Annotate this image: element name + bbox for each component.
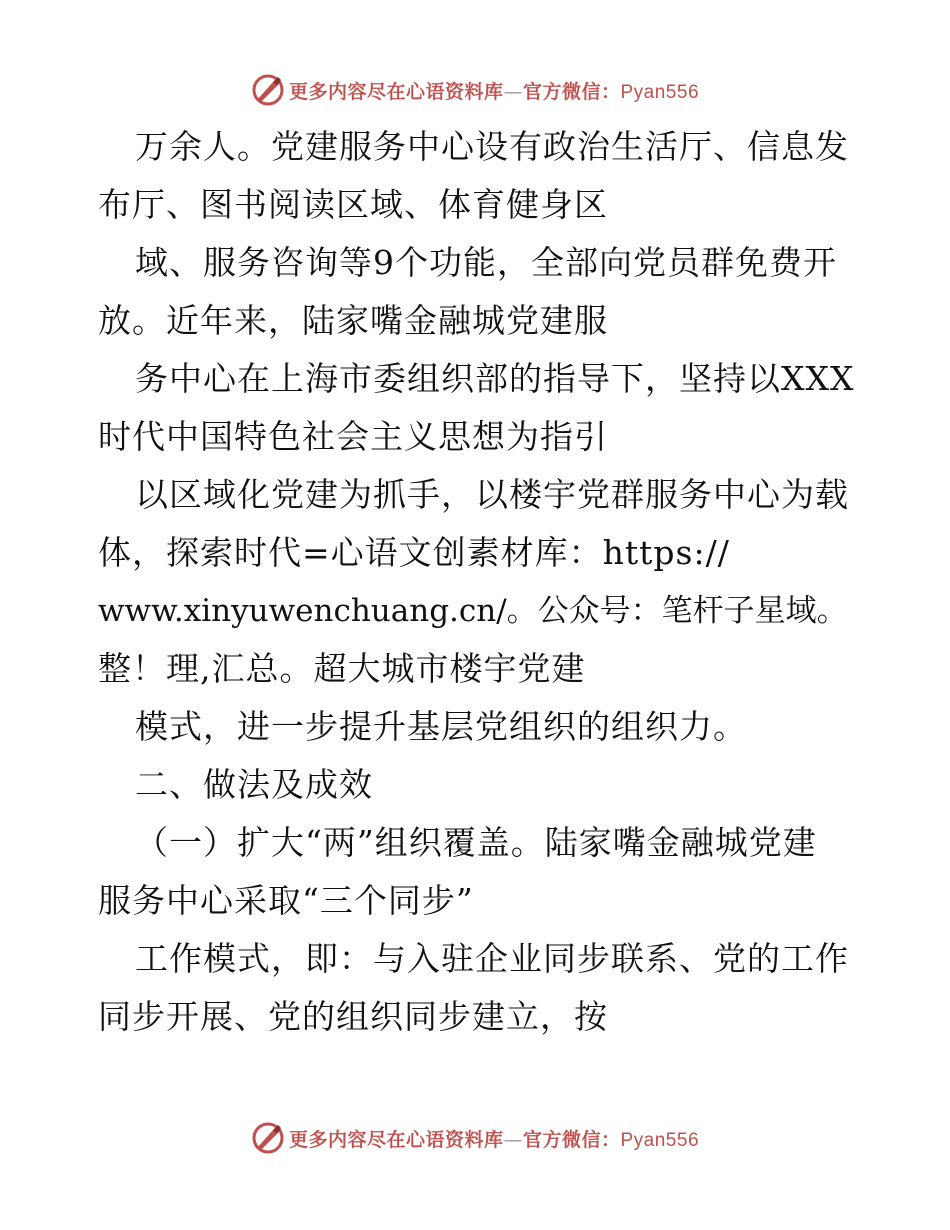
text-line: 放。近年来，陆家嘴金融城党建服 xyxy=(98,301,608,340)
watermark-main: 更多内容尽在心语资料库 xyxy=(288,1128,504,1151)
text-line: 服务中心采取“三个同步” xyxy=(98,881,474,920)
watermark-id: Pyan556 xyxy=(620,1129,700,1151)
text-line: 同步开展、党的组织同步建立，按 xyxy=(98,997,608,1036)
header-watermark xyxy=(0,70,950,110)
document-body xyxy=(98,118,868,1046)
text-line: （一）扩大“两”组织覆盖。陆家嘴金融城党建 xyxy=(135,823,817,862)
text-line: 时代中国特色社会主义思想为指引 xyxy=(98,417,608,456)
pen-logo-icon xyxy=(251,73,285,107)
watermark-id: Pyan556 xyxy=(620,81,700,103)
section-heading: 二、做法及成效 xyxy=(135,765,373,804)
watermark-text xyxy=(289,1125,699,1152)
text-line: 体，探索时代=心语文创素材库：https:// xyxy=(98,533,730,572)
text-line: 布厅、图书阅读区域、体育健身区 xyxy=(98,185,608,224)
watermark-wechat: 官方微信： xyxy=(522,1128,621,1151)
watermark-sep: — xyxy=(503,80,523,103)
text-line: 以区域化党建为抓手，以楼宇党群服务中心为载 xyxy=(135,475,849,514)
text-line: 工作模式，即：与入驻企业同步联系、党的工作 xyxy=(135,939,849,978)
text-line: 模式，进一步提升基层党组织的组织力。 xyxy=(135,707,747,746)
text-line: 务中心在上海市委组织部的指导下，坚持以XXX xyxy=(135,359,855,398)
watermark-main: 更多内容尽在心语资料库 xyxy=(288,80,504,103)
text-line: www.xinyuwenchuang.cn/。公众号：笔杆子星域。 xyxy=(98,593,848,629)
text-line: 域、服务咨询等9个功能，全部向党员群免费开 xyxy=(135,243,837,282)
watermark-text xyxy=(289,77,699,104)
text-line: 整！理,汇总。超大城市楼宇党建 xyxy=(98,649,586,688)
pen-logo-icon xyxy=(251,1121,285,1155)
footer-watermark xyxy=(0,1118,950,1158)
text-line: 万余人。党建服务中心设有政治生活厅、信息发 xyxy=(135,127,849,166)
watermark-sep: — xyxy=(503,1128,523,1151)
watermark-wechat: 官方微信： xyxy=(522,80,621,103)
